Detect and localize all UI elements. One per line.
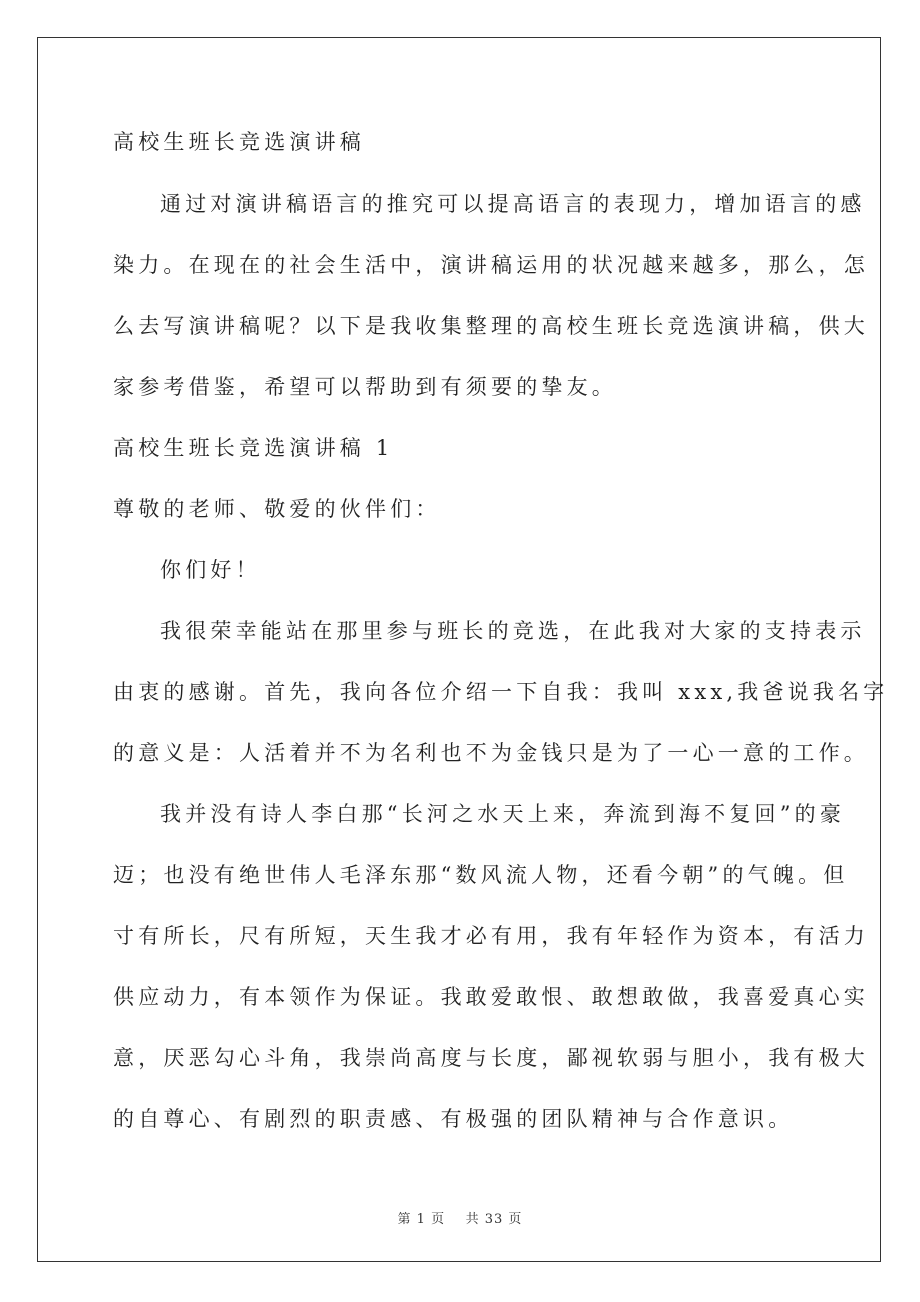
paragraph-line: 供应动力，有本领作为保证。我敢爱敢恨、敢想敢做，我喜爱真心实 xyxy=(113,985,869,1009)
paragraph-line: 通过对演讲稿语言的推究可以提高语言的表现力，增加语言的感 xyxy=(160,192,866,216)
paragraph-line: 的意义是：人活着并不为名利也不为金钱只是为了一心一意的工作。 xyxy=(113,741,869,765)
paragraph-line: 我并没有诗人李白那“长河之水天上来，奔流到海不复回”的豪 xyxy=(160,802,846,826)
paragraph-line: 家参考借鉴，希望可以帮助到有须要的挚友。 xyxy=(113,375,617,399)
paragraph-line: 我很荣幸能站在那里参与班长的竞选，在此我对大家的支持表示 xyxy=(160,619,866,643)
paragraph-line: 意，厌恶勾心斗角，我崇尚高度与长度，鄙视软弱与胆小，我有极大 xyxy=(113,1046,869,1070)
salutation: 尊敬的老师、敬爱的伙伴们： xyxy=(113,497,441,521)
paragraph-line: 么去写演讲稿呢？以下是我收集整理的高校生班长竞选演讲稿，供大 xyxy=(113,314,869,338)
paragraph-line: 的自尊心、有剧烈的职责感、有极强的团队精神与合作意识。 xyxy=(113,1107,794,1131)
page-footer xyxy=(0,1208,920,1227)
page-number: 第 1 页 xyxy=(397,1212,446,1227)
paragraph-line: 染力。在现在的社会生活中，演讲稿运用的状况越来越多，那么，怎 xyxy=(113,253,869,277)
total-pages: 共 33 页 xyxy=(465,1212,523,1227)
greeting: 你们好！ xyxy=(160,558,261,582)
page-border xyxy=(37,37,881,1262)
paragraph-line: 寸有所长，尺有所短，天生我才必有用，我有年轻作为资本，有活力 xyxy=(113,924,869,948)
paragraph-line: 由衷的感谢。首先，我向各位介绍一下自我：我叫 xxx,我爸说我名字 xyxy=(113,680,889,704)
section-heading: 高校生班长竞选演讲稿 1 xyxy=(113,436,394,460)
paragraph-line: 迈；也没有绝世伟人毛泽东那“数风流人物，还看今朝”的气魄。但 xyxy=(113,863,849,887)
document-title: 高校生班长竞选演讲稿 xyxy=(113,130,365,154)
